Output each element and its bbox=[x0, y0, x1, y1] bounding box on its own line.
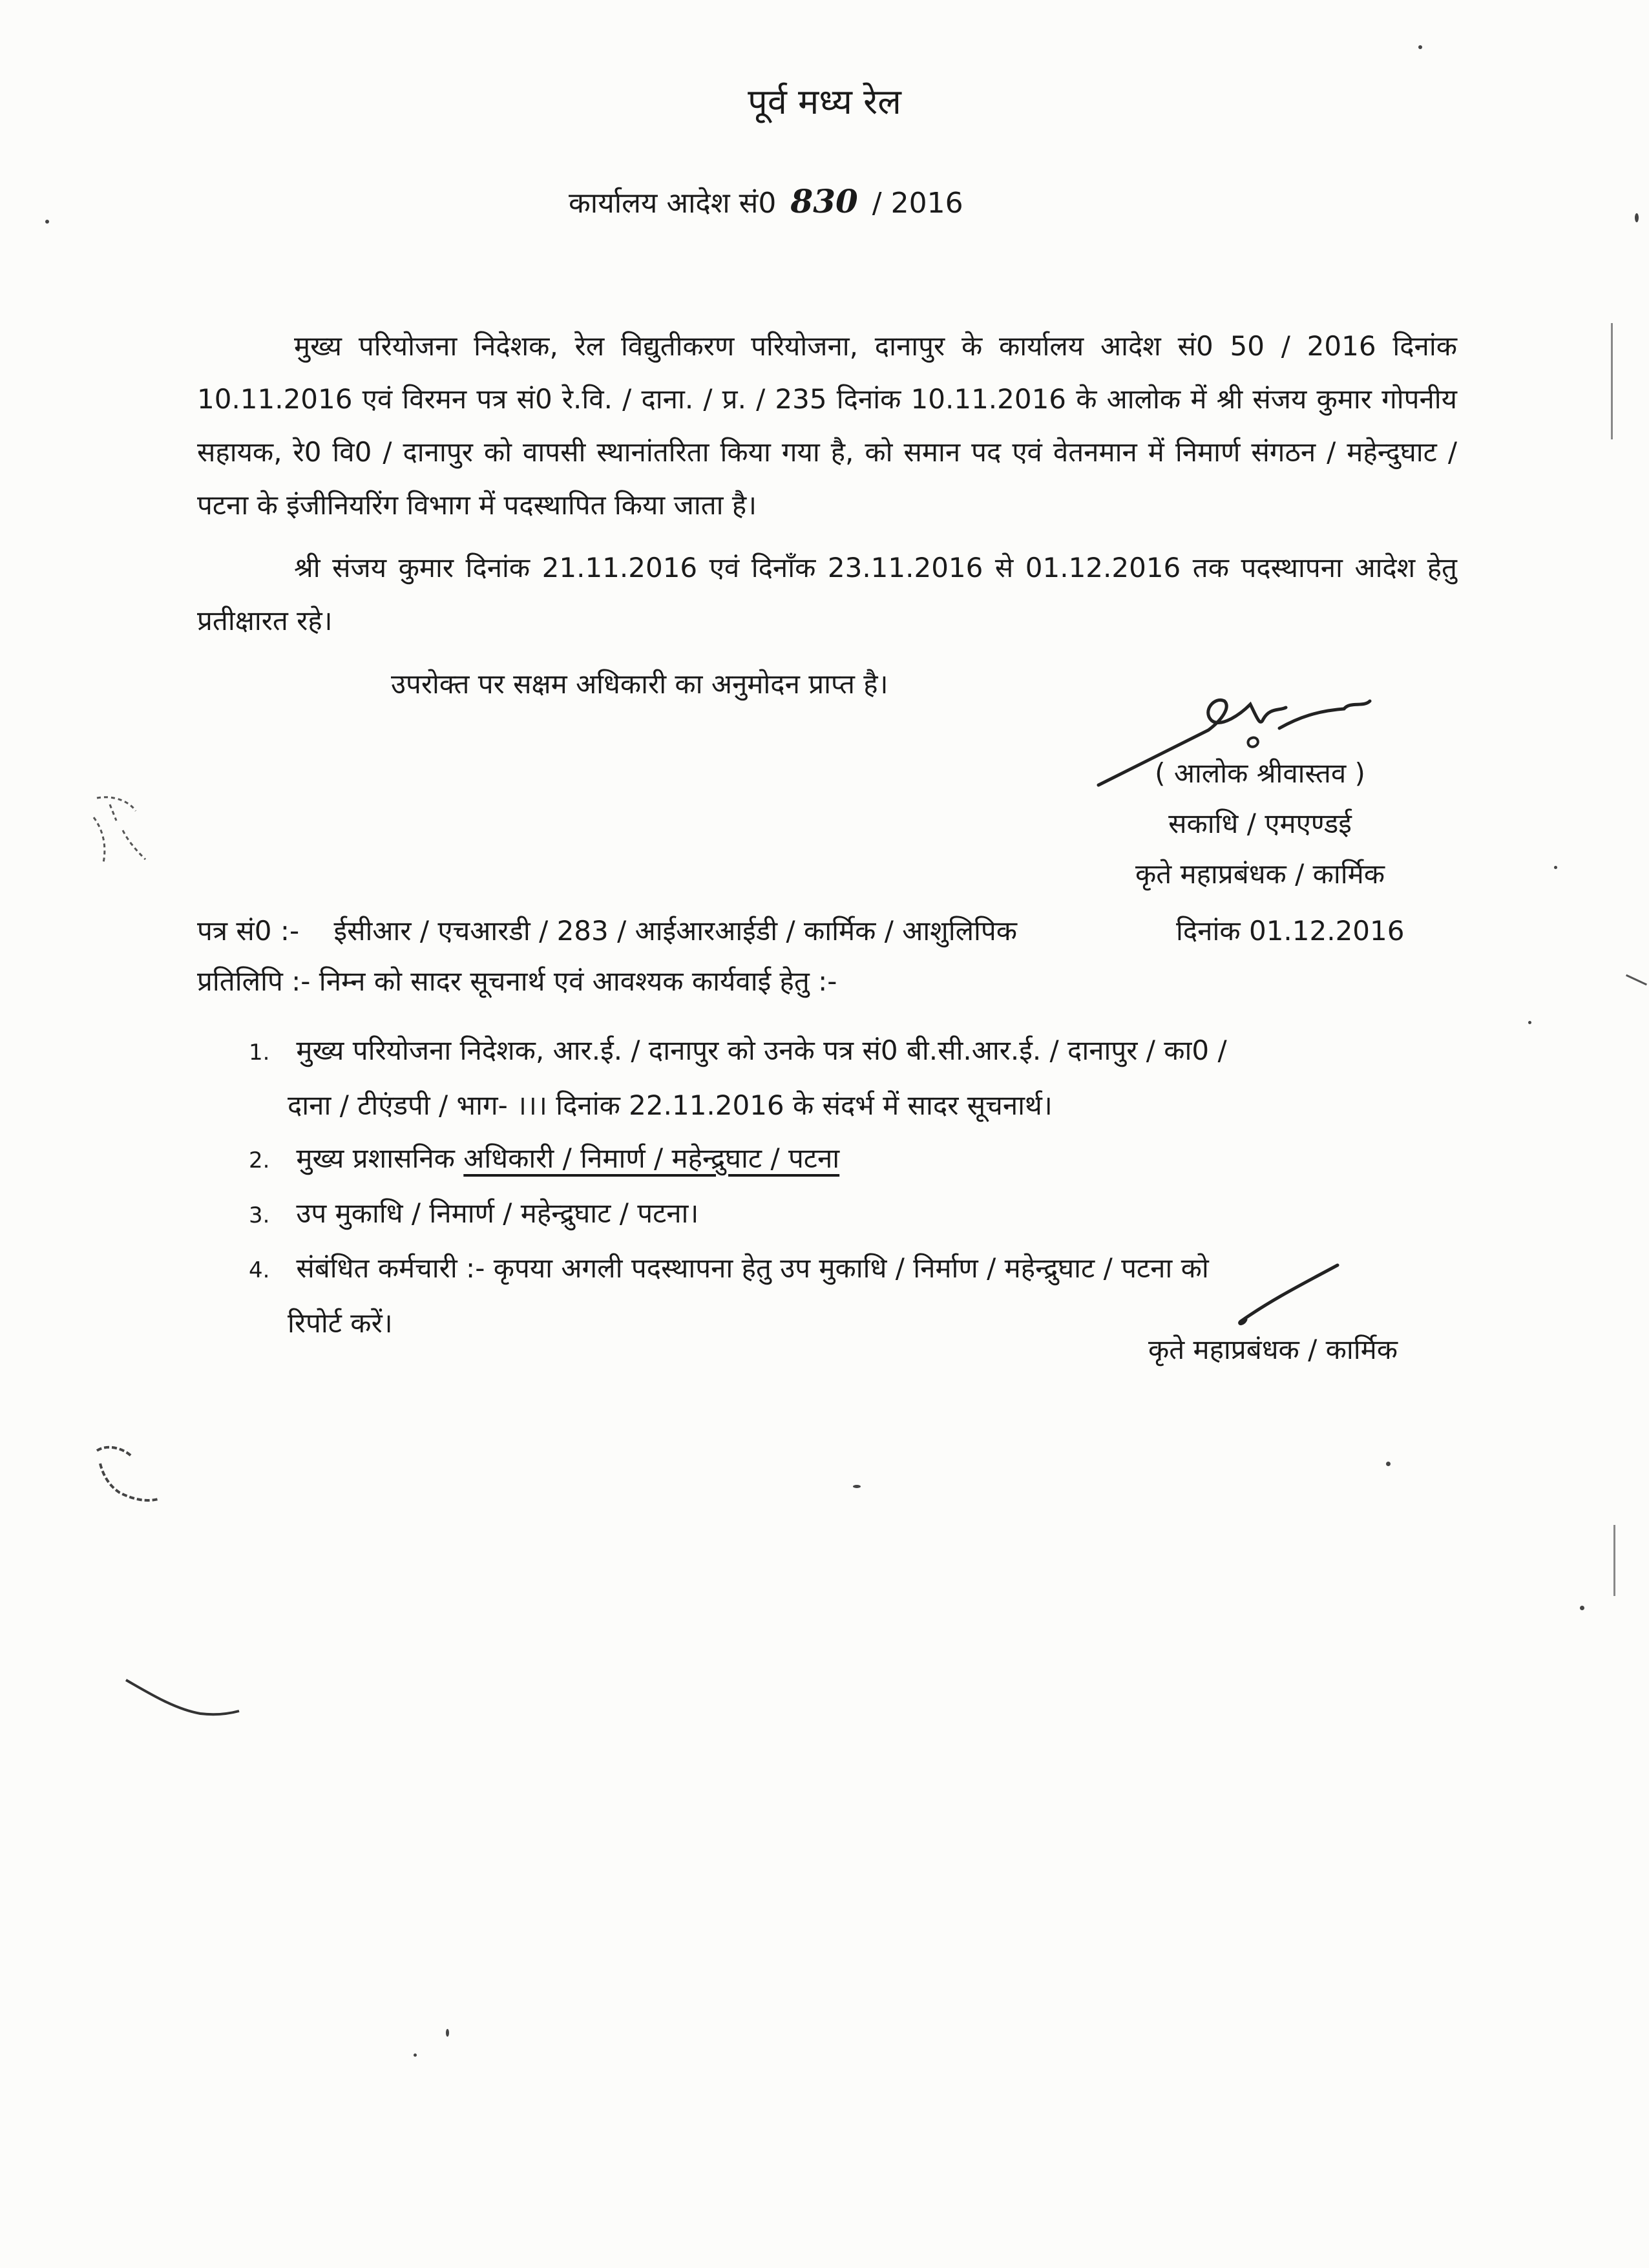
body-paragraph-1: मुख्य परियोजना निदेशक, रेल विद्युतीकरण परियोजना, दानापुर के कार्यालय आदेश सं0 50 / 2016 दिनांक 10.11.2016 एवं विरमन पत्र सं0 रे.वि. / दाना. / प्र. / 235 दिनांक 10.11.2016 के आलोक में श्री संजय कुमार गोपनीय सहायक, रे0 वि0 / दानापुर को वापसी स्थानांतरिता किया गया है, को समान पद एवं वेतनमान में निमार्ण संगठन / महेन्दुघाट / पटना के इंजीनियरिंग विभाग में पदस्थापित किया जाता है। bbox=[197, 330, 1457, 521]
order-prefix: कार्यालय आदेश सं0 bbox=[569, 187, 777, 220]
signature-block-1 bbox=[1060, 748, 1460, 899]
list-text: मुख्य परियोजना निदेशक, आर.ई. / दानापुर को उनके पत्र सं0 बी.सी.आर.ई. / दानापुर / का0 / bbox=[296, 1034, 1227, 1066]
office-order-number bbox=[569, 182, 963, 221]
margin-tick-right bbox=[1626, 974, 1647, 986]
signatory-for: कृते महाप्रबंधक / कार्मिक bbox=[1148, 1334, 1398, 1365]
scan-mark-left-upper bbox=[84, 792, 155, 876]
list-item-continuation: रिपोर्ट करें। bbox=[288, 1307, 393, 1339]
signatory-name: ( आलोक श्रीवास्तव ) bbox=[1155, 757, 1365, 789]
letter-date: दिनांक 01.12.2016 bbox=[1176, 915, 1405, 947]
list-item bbox=[249, 1187, 1476, 1242]
copy-to-line: प्रतिलिपि :- निम्न को सादर सूचनार्थ एवं आवश्यक कार्यवाई हेतु :- bbox=[197, 965, 837, 997]
scan-speck bbox=[853, 1485, 861, 1488]
scan-speck bbox=[45, 220, 49, 224]
scan-speck bbox=[1580, 1606, 1584, 1610]
margin-line-right-lower bbox=[1613, 1525, 1615, 1596]
list-number: 1. bbox=[249, 1040, 270, 1066]
ref-label: पत्र सं0 :- bbox=[197, 915, 300, 947]
list-number: 2. bbox=[249, 1148, 270, 1173]
body-paragraph-2: श्री संजय कुमार दिनांक 21.11.2016 एवं दिनाँक 23.11.2016 से 01.12.2016 तक पदस्थापना आदेश हेतु प्रतीक्षारत रहे। bbox=[197, 552, 1457, 636]
handwritten-initial-mark bbox=[1228, 1260, 1344, 1331]
order-number-handwritten: 830 bbox=[790, 182, 858, 220]
signatory-for: कृते महाप्रबंधक / कार्मिक bbox=[1135, 858, 1385, 890]
scan-speck bbox=[1554, 866, 1557, 869]
scan-stroke bbox=[123, 1674, 246, 1725]
list-number: 3. bbox=[249, 1202, 270, 1228]
scan-speck bbox=[414, 2053, 417, 2057]
letter-reference bbox=[197, 905, 1017, 958]
order-year: / 2016 bbox=[872, 187, 963, 220]
scan-speck bbox=[1528, 1021, 1531, 1024]
signatory-designation: सकाधि / एमएण्डई bbox=[1168, 808, 1352, 839]
list-text: संबंधित कर्मचारी :- कृपया अगली पदस्थापना हेतु उप मुकाधि / निर्माण / महेन्द्रुघाट / पटना को bbox=[296, 1252, 1209, 1284]
scan-speck bbox=[1386, 1462, 1391, 1466]
list-text: मुख्य प्रशासनिक bbox=[296, 1142, 455, 1174]
list-text: उप मुकाधि / निमार्ण / महेन्द्रुघाट / पटना। bbox=[296, 1197, 699, 1229]
list-text-underlined: अधिकारी / निमार्ण / महेन्द्रुघाट / पटना bbox=[463, 1142, 840, 1174]
approval-note: उपरोक्त पर सक्षम अधिकारी का अनुमोदन प्राप्त है। bbox=[391, 668, 888, 700]
scan-speck bbox=[1418, 45, 1422, 49]
scan-speck bbox=[1635, 213, 1639, 222]
organization-heading: पूर्व मध्य रेल bbox=[748, 81, 901, 122]
signature-block-2 bbox=[1092, 1325, 1454, 1375]
list-item bbox=[249, 1132, 1476, 1187]
ref-number: ईसीआर / एचआरडी / 283 / आईआरआईडी / कार्मिक / आशुलिपिक bbox=[333, 915, 1018, 947]
scan-speck bbox=[446, 2029, 449, 2037]
margin-line-right bbox=[1611, 323, 1613, 439]
list-item-continuation: दाना / टीएंडपी / भाग- ।।। दिनांक 22.11.2016 के संदर्भ में सादर सूचनार्थ। bbox=[288, 1089, 1053, 1121]
scan-mark-left-lower bbox=[84, 1438, 168, 1509]
list-number: 4. bbox=[249, 1257, 270, 1283]
list-item bbox=[249, 1024, 1476, 1079]
